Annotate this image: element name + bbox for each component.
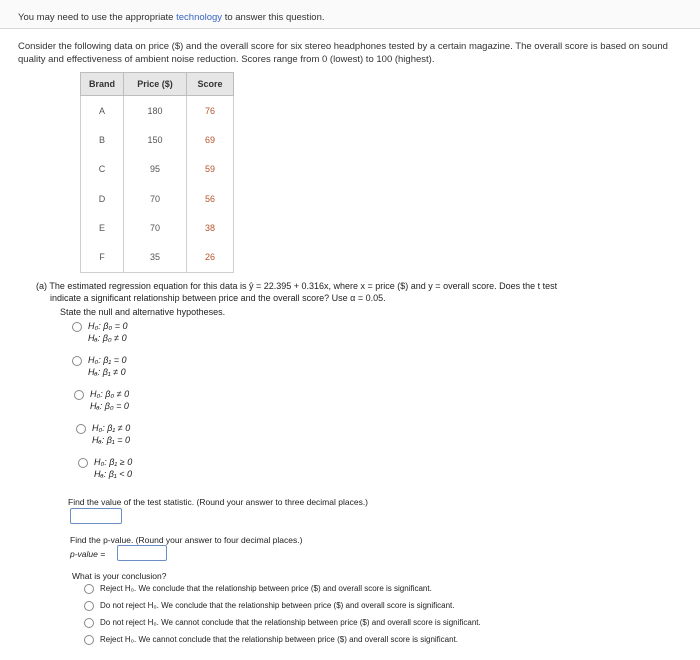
conclusion-option-1[interactable] [84,584,664,598]
conclusion-option-4[interactable] [84,635,664,649]
radio-button[interactable] [76,424,86,434]
test-statistic-input[interactable] [70,508,122,524]
hypothesis-alternative: Hₐ: β₁ ≠ 0 [88,367,126,377]
test-statistic-prompt: Find the value of the test statistic. (Round your answer to three decimal places.) [68,497,369,507]
header-brand: Brand [81,73,124,96]
cell-price: 180 [124,96,187,126]
technology-notice [18,12,325,23]
radio-button[interactable] [84,584,94,594]
cell-brand: A [81,96,124,126]
question-a [36,280,676,304]
hypothesis-option-5[interactable] [78,457,278,483]
radio-button[interactable] [84,635,94,645]
conclusion-text: Do not reject H₀. We cannot conclude that the relationship between price ($) and overall score is significant. [100,618,481,627]
conclusion-prompt: What is your conclusion? [72,571,167,581]
cell-price: 95 [124,155,187,184]
table-row [81,242,234,272]
notice-text: You may need to use the appropriate [18,12,177,23]
table-row [81,184,234,213]
conclusion-text: Reject H₀. We cannot conclude that the relationship between price ($) and overall score is significant. [100,635,459,644]
radio-button[interactable] [84,601,94,611]
hypothesis-alternative: Hₐ: β₀ ≠ 0 [88,333,127,343]
cell-score: 76 [187,96,234,126]
hypothesis-option-2[interactable] [72,355,272,381]
hypotheses-title: State the null and alternative hypotheses. [60,307,226,317]
question-line-1: The estimated regression equation for this data is ŷ = 22.395 + 0.316x, where x = price ($) and y = overall score. Does the t test [49,281,558,291]
p-value-input[interactable] [117,545,167,561]
notice-text-end: to answer this question. [222,12,325,23]
cell-price: 35 [124,242,187,272]
p-value-prompt: Find the p-value. (Round your answer to four decimal places.) [70,535,303,545]
cell-brand: F [81,242,124,272]
hypothesis-null: H₀: β₁ ≥ 0 [94,457,133,467]
table-row [81,125,234,154]
technology-link[interactable]: technology [176,12,223,23]
cell-price: 70 [124,213,187,242]
hypothesis-option-4[interactable] [76,423,276,449]
cell-price: 70 [124,184,187,213]
cell-brand: D [81,184,124,213]
part-label: (a) [36,281,47,291]
table-row [81,96,234,126]
top-bar [0,0,700,29]
radio-button[interactable] [72,356,82,366]
hypothesis-option-1[interactable] [72,321,272,347]
header-price: Price ($) [124,73,187,96]
cell-score: 59 [187,155,234,184]
radio-button[interactable] [84,618,94,628]
cell-score: 38 [187,213,234,242]
data-table [80,72,234,273]
hypothesis-null: H₀: β₀ ≠ 0 [90,389,130,399]
header-score: Score [187,73,234,96]
conclusion-text: Do not reject H₀. We conclude that the relationship between price ($) and overall score is significant. [100,601,455,610]
radio-button[interactable] [72,322,82,332]
hypothesis-alternative: Hₐ: β₁ < 0 [94,469,132,479]
cell-brand: E [81,213,124,242]
table-row [81,155,234,184]
conclusion-option-2[interactable] [84,601,664,615]
hypothesis-null: H₀: β₀ = 0 [88,321,128,331]
cell-score: 26 [187,242,234,272]
problem-intro: Consider the following data on price ($) and the overall score for six stereo headphones tested by a certain magazine. The overall score is based on sound quality and effectiveness of ambient noise reduction. Scores range from 0 (lowest) to 100 (highest). [18,41,668,65]
hypothesis-null: H₀: β₁ ≠ 0 [92,423,131,433]
table-row [81,213,234,242]
conclusion-text: Reject H₀. We conclude that the relationship between price ($) and overall score is significant. [100,584,432,593]
hypothesis-null: H₀: β₁ = 0 [88,355,127,365]
p-value-label: p-value = [70,549,106,559]
radio-button[interactable] [74,390,84,400]
hypothesis-option-3[interactable] [74,389,274,415]
question-line-2: indicate a significant relationship between price and the overall score? Use α = 0.05. [50,293,386,303]
cell-price: 150 [124,125,187,154]
cell-brand: B [81,125,124,154]
cell-score: 56 [187,184,234,213]
hypothesis-alternative: Hₐ: β₁ = 0 [92,435,130,445]
conclusion-option-3[interactable] [84,618,664,632]
cell-score: 69 [187,125,234,154]
cell-brand: C [81,155,124,184]
table-header-row [81,73,234,96]
radio-button[interactable] [78,458,88,468]
hypothesis-alternative: Hₐ: β₀ = 0 [90,401,129,411]
